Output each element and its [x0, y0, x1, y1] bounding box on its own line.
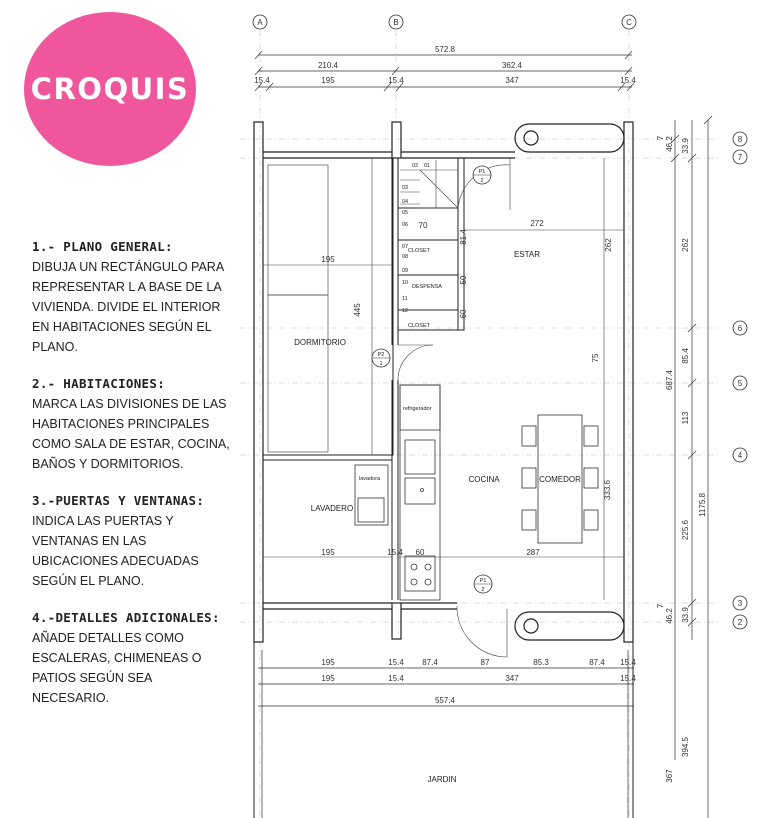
- dim-label: 195: [321, 658, 335, 667]
- dim-label: 572.8: [434, 45, 456, 54]
- appliance-label: refrigerador: [403, 406, 432, 412]
- step-heading: 2.- HABITACIONES:: [32, 376, 166, 391]
- axis-label: 2: [737, 618, 743, 627]
- dim-label: 85.4: [681, 348, 690, 364]
- stair-number: 07: [402, 244, 409, 250]
- axis-label: 8: [737, 135, 743, 144]
- door-code: P2: [377, 352, 385, 358]
- stair-number: 12: [402, 308, 409, 314]
- axis-marker-right: [733, 448, 747, 462]
- axis-marker-right: [733, 321, 747, 335]
- axis-lines: [240, 30, 720, 818]
- step-heading: 4.-DETALLES ADICIONALES:: [32, 610, 220, 625]
- stair-number: 10: [402, 280, 409, 286]
- stair-number: 04: [402, 199, 409, 205]
- step-heading: 3.-PUERTAS Y VENTANAS:: [32, 493, 205, 508]
- dim-label: 15.4: [620, 76, 636, 85]
- right-dimensions: [671, 116, 712, 818]
- axis-marker-right: [733, 615, 747, 629]
- dim-label: 113: [681, 411, 690, 425]
- dim-label: 347: [505, 76, 519, 85]
- door-tag: [474, 575, 492, 593]
- step-heading: 1.- PLANO GENERAL:: [32, 239, 173, 254]
- room-label: DORMITORIO: [294, 338, 346, 347]
- appliance-label: lavadora: [359, 476, 381, 482]
- dim-label: 262: [604, 238, 613, 252]
- axis-label: 4: [737, 451, 743, 460]
- interior-walls: [263, 158, 464, 600]
- dim-label: 87.4: [422, 658, 438, 667]
- dim-label: 362.4: [501, 61, 523, 70]
- dim-label: 394.5: [681, 736, 690, 758]
- door-tag: [372, 349, 390, 367]
- dim-label: 15.4: [620, 658, 636, 667]
- axis-marker-top: [389, 15, 403, 29]
- door-num: 1: [379, 361, 383, 367]
- axis-label: B: [393, 18, 399, 27]
- badge-title: CROQUIS: [30, 72, 190, 106]
- dim-label: 195: [321, 76, 335, 85]
- door-code: P1: [478, 169, 486, 175]
- stair-number: 06: [402, 222, 409, 228]
- exterior-walls: [254, 122, 633, 642]
- top-dimensions: [255, 51, 634, 91]
- dim-label: 15.4: [620, 674, 636, 683]
- stair-number: 01: [424, 163, 431, 169]
- step-body: MARCA LAS DIVISIONES DE LAS HABITACIONES PRINCIPALES COMO SALA DE ESTAR, COCINA, BAÑOS Y DORMITORIOS.: [32, 397, 230, 471]
- axis-label: A: [257, 18, 263, 27]
- step-body: DIBUJA UN RECTÁNGULO PARA REPRESENTAR L A BASE DE LA VIVIENDA. DIVIDE EL INTERIOR EN HABITACIONES SEGÚN EL PLANO.: [32, 260, 224, 354]
- dim-label: 272: [530, 219, 544, 228]
- interior-dimension-lines: [263, 158, 624, 600]
- axis-marker-right: [733, 132, 747, 146]
- dim-label: 15.4: [387, 548, 403, 557]
- axis-label: 6: [737, 324, 743, 333]
- room-label: COCINA: [468, 475, 500, 484]
- stair-number: 02: [412, 163, 419, 169]
- dim-label: 70: [418, 221, 428, 230]
- dim-label: 85.3: [533, 658, 549, 667]
- dim-label: 7: [656, 603, 665, 609]
- door-code: P1: [479, 578, 487, 584]
- door-num: 2: [480, 178, 484, 184]
- axis-marker-top: [253, 15, 267, 29]
- dim-label: 87: [480, 658, 490, 667]
- dim-label: 1175.8: [698, 493, 707, 517]
- axis-label: 3: [737, 599, 743, 608]
- axis-marker-right: [733, 150, 747, 164]
- stair-number: 09: [402, 268, 409, 274]
- room-label: COMEDOR: [539, 475, 581, 484]
- room-label-small: DESPENSA: [412, 284, 442, 290]
- dim-label: 15.4: [388, 658, 404, 667]
- room-label-small: CLOSET: [408, 248, 431, 254]
- room-label: LAVADERO: [310, 504, 354, 513]
- stair-number: 08: [402, 254, 409, 260]
- dim-label: 445: [353, 303, 362, 317]
- door-num: 2: [481, 587, 485, 593]
- dim-label: 195: [321, 255, 335, 264]
- dim-label: 75: [591, 353, 600, 363]
- dim-label: 33.9: [681, 607, 690, 623]
- dim-label: 81.4: [459, 229, 468, 245]
- axis-marker-top: [622, 15, 636, 29]
- bedroom-furniture: [268, 165, 328, 452]
- axis-marker-right: [733, 596, 747, 610]
- dim-label: 287: [526, 548, 540, 557]
- dim-label: 333.6: [603, 479, 612, 501]
- dim-label: 210.4: [317, 61, 339, 70]
- dim-label: 60: [415, 548, 425, 557]
- dim-label: 46.2: [665, 608, 674, 624]
- garden-boundary: [254, 642, 633, 818]
- kitchen-counter: [400, 385, 440, 600]
- axis-marker-right: [733, 376, 747, 390]
- dim-label: 7: [656, 135, 665, 141]
- dim-label: 15.4: [254, 76, 270, 85]
- dim-label: 367: [665, 769, 674, 783]
- axis-label: 5: [737, 379, 743, 388]
- dim-label: 87.4: [589, 658, 605, 667]
- stair-number: 05: [402, 210, 409, 216]
- bottom-dimensions: [258, 650, 634, 818]
- stair-number: 11: [402, 296, 408, 302]
- room-label: JARDIN: [427, 775, 457, 784]
- dim-label: 46.2: [665, 136, 674, 152]
- dim-label: 347: [505, 674, 519, 683]
- dim-label: 15.4: [388, 674, 404, 683]
- laundry-fixtures: [355, 465, 388, 525]
- dim-label: 687.4: [665, 369, 674, 391]
- dim-label: 262: [681, 238, 690, 252]
- dim-label: 195: [321, 548, 335, 557]
- dim-label: 225.6: [681, 519, 690, 541]
- room-label-small: CLOSET: [408, 323, 431, 329]
- dim-label: 60: [459, 309, 468, 319]
- room-label: ESTAR: [513, 250, 541, 259]
- stair-number: 03: [402, 185, 409, 191]
- door-tag: [473, 166, 491, 184]
- step-body: INDICA LAS PUERTAS Y VENTANAS EN LAS UBICACIONES ADECUADAS SEGÚN EL PLANO.: [32, 514, 199, 588]
- step-body: AÑADE DETALLES COMO ESCALERAS, CHIMENEAS O PATIOS SEGÚN SEA NECESARIO.: [32, 631, 202, 705]
- axis-label: C: [626, 18, 632, 27]
- dim-label: 15.4: [388, 76, 404, 85]
- dim-label: 557.4: [434, 696, 456, 705]
- dim-label: 195: [321, 674, 335, 683]
- axis-label: 7: [737, 153, 743, 162]
- dim-label: 50: [459, 275, 468, 285]
- dim-label: 33.9: [681, 138, 690, 154]
